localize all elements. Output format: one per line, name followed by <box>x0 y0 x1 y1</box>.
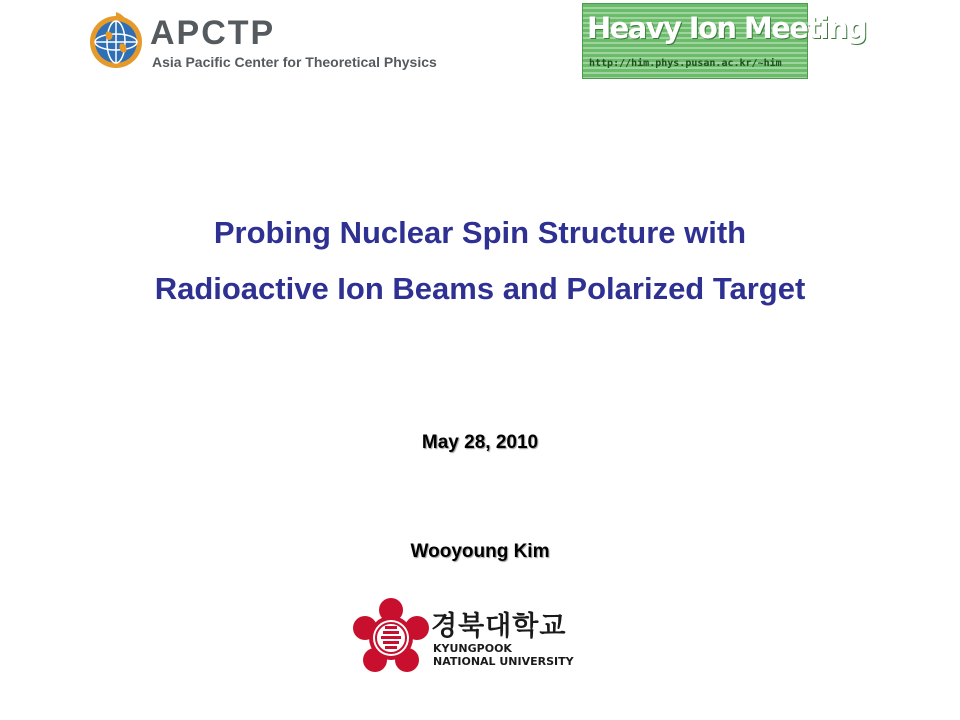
slide-title <box>0 205 960 317</box>
title-line-1: Probing Nuclear Spin Structure with <box>213 215 747 250</box>
knu-english-name <box>433 642 574 668</box>
presentation-date: May 28, 2010 <box>421 432 539 453</box>
knu-english-line-2: NATIONAL UNIVERSITY <box>433 655 574 668</box>
apctp-globe-icon <box>88 10 144 70</box>
heavy-ion-meeting-logo <box>582 3 867 79</box>
knu-korean-name: 경북대학교 <box>431 611 567 642</box>
author-name: Wooyoung Kim <box>410 541 550 562</box>
knu-english-line-1: KYUNGPOOK <box>433 642 512 655</box>
apctp-full-name: Asia Pacific Center for Theoretical Physics <box>152 54 437 70</box>
him-title: Heavy Ion Meeting <box>587 11 867 45</box>
apctp-name: APCTP <box>150 14 276 52</box>
title-line-2: Radioactive Ion Beams and Polarized Target <box>154 271 806 306</box>
him-url: http://him.phys.pusan.ac.kr/~him <box>589 58 782 69</box>
knu-logo <box>355 598 585 678</box>
apctp-logo <box>88 10 448 76</box>
knu-emblem-icon <box>355 598 427 674</box>
